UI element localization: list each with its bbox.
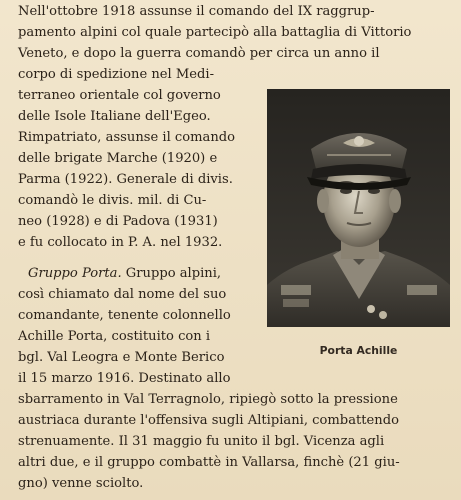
portrait-image [267,89,450,327]
section-heading-gruppo-porta: Gruppo Porta. [28,266,122,281]
photo-caption: Porta Achille [319,344,398,357]
text-line-8: delle brigate Marche (1920) e [18,151,218,166]
text-line-16: Achille Porta, costituito con i [18,329,211,344]
text-line-2: pamento alpini col quale partecipò alla battaglia di Vittorio [18,25,412,40]
text-line-1: Nell'ottobre 1918 assunse il comando del IX raggrup- [18,4,375,19]
text-line-20: austriaca durante l'offensiva sugli Altipiani, combattendo [18,413,399,428]
text-line-7: Rimpatriato, assunse il comando [18,130,236,145]
text-line-12: e fu collocato in P. A. nel 1932. [18,235,223,250]
portrait-photo [267,89,450,327]
text-line-5: terraneo orientale col governo [18,88,221,103]
text-line-6: delle Isole Italiane dell'Egeo. [18,109,211,124]
text-line-18: il 15 marzo 1916. Destinato allo [18,371,231,386]
text-line-4: corpo di spedizione nel Medi- [18,67,215,82]
text-line-3: Veneto, e dopo la guerra comandò per circa un anno il [18,46,380,61]
text-line-19: sbarramento in Val Terragnolo, ripiegò sotto la pressione [18,392,398,407]
text-line-14: così chiamato dal nome del suo [18,287,227,302]
text-line-17: bgl. Val Leogra e Monte Berico [18,350,225,365]
text-line-15: comandante, tenente colonnello [18,308,231,323]
text-line-10: comandò le divis. mil. di Cu- [18,193,207,208]
text-line-11: neo (1928) e di Padova (1931) [18,214,218,229]
text-line-22: altri due, e il gruppo combattè in Vallarsa, finchè (21 giu- [18,455,400,470]
text-line-13-rest: Gruppo alpini, [121,266,222,281]
text-line-9: Parma (1922). Generale di divis. [18,172,233,187]
text-line-23: gno) venne sciolto. [18,476,144,491]
text-line-21: strenuamente. Il 31 maggio fu unito il bgl. Vicenza agli [18,434,385,449]
text-line-13 [28,263,221,284]
